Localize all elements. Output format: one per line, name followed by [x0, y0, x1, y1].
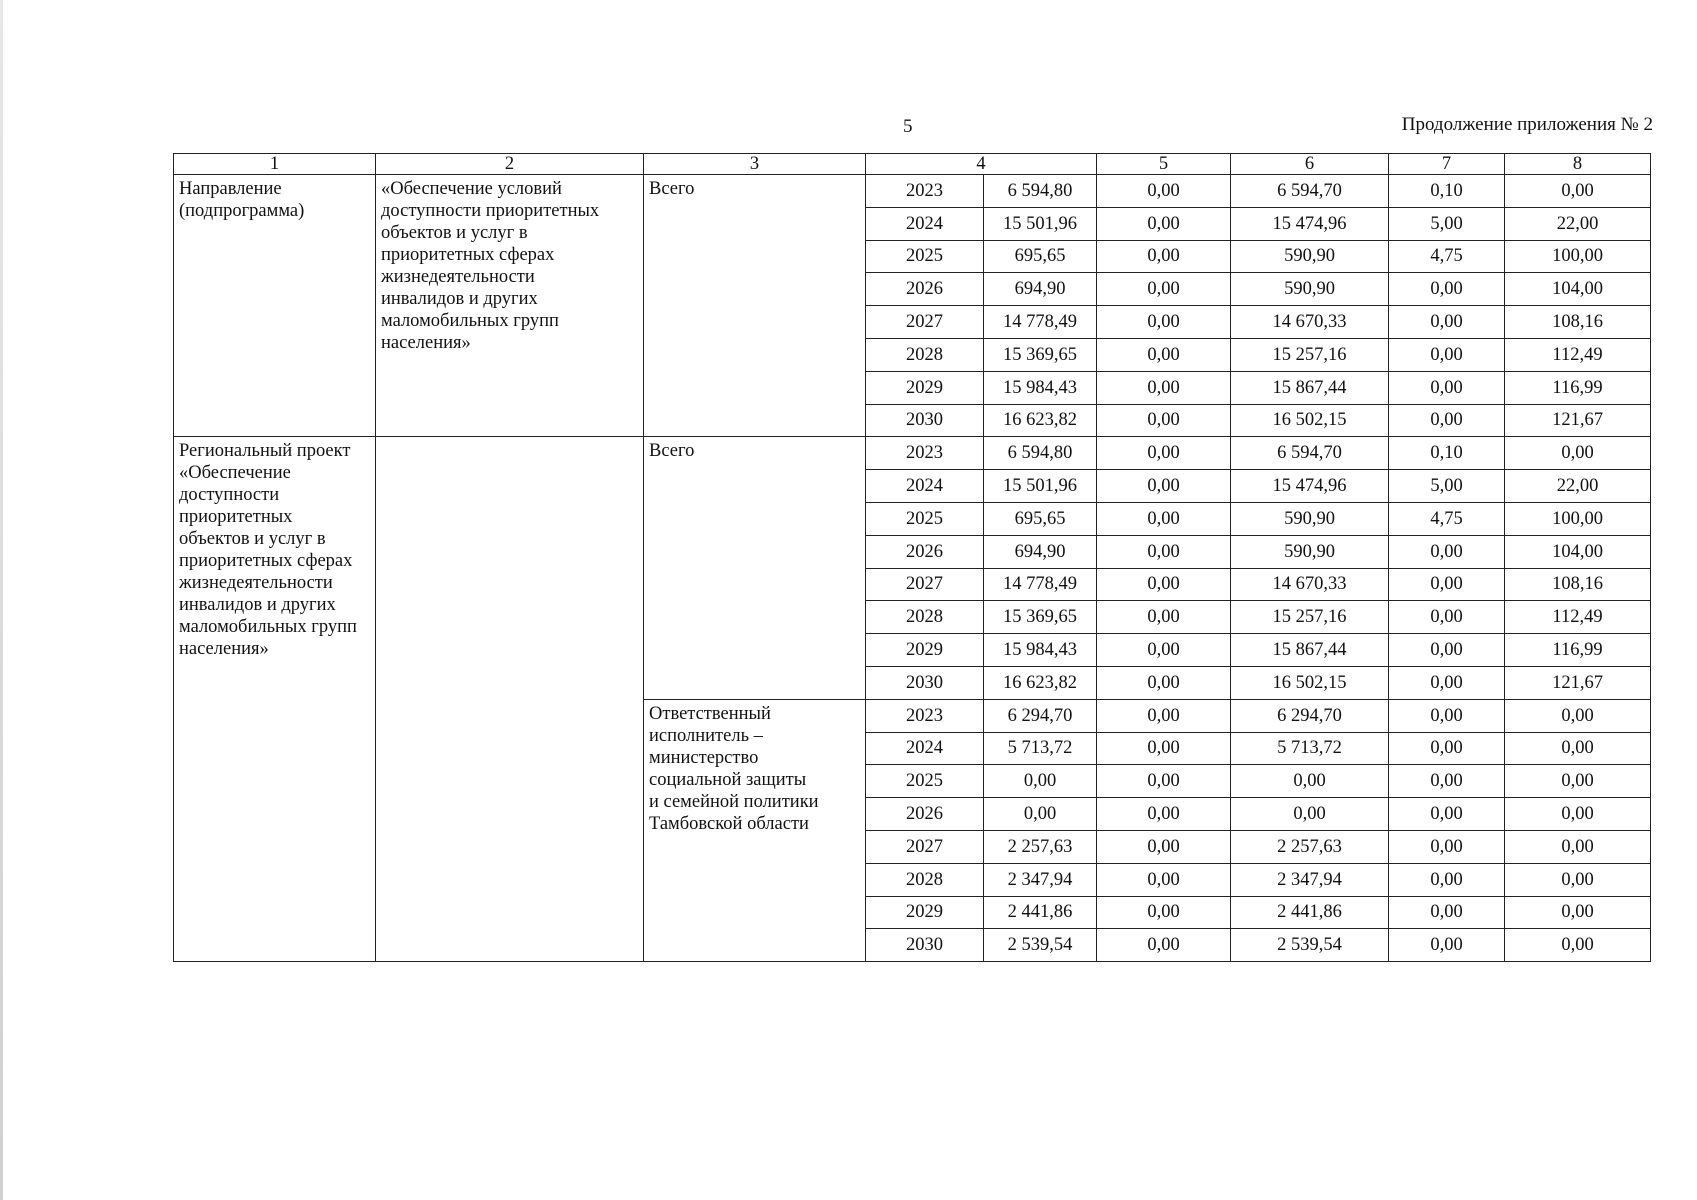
- other-amount-cell: 0,00: [1505, 175, 1651, 208]
- regional-amount-cell: 2 539,54: [1231, 929, 1389, 962]
- regional-amount-cell: 6 594,70: [1231, 175, 1389, 208]
- column-header: 1: [174, 154, 376, 175]
- regional-amount-cell: 14 670,33: [1231, 568, 1389, 601]
- regional-amount-cell: 590,90: [1231, 535, 1389, 568]
- funding-source-cell: Ответственный исполнитель – министерство социальной защиты и семейной политики Тамбовской области: [644, 699, 866, 961]
- regional-amount-cell: 15 867,44: [1231, 371, 1389, 404]
- federal-amount-cell: 0,00: [1097, 666, 1231, 699]
- federal-amount-cell: 0,00: [1097, 437, 1231, 470]
- other-amount-cell: 116,99: [1505, 371, 1651, 404]
- federal-amount-cell: 0,00: [1097, 830, 1231, 863]
- column-header: 8: [1505, 154, 1651, 175]
- total-amount-cell: 14 778,49: [984, 306, 1097, 339]
- other-amount-cell: 121,67: [1505, 404, 1651, 437]
- regional-amount-cell: 15 867,44: [1231, 634, 1389, 667]
- budget-table: [173, 153, 1651, 962]
- other-amount-cell: 104,00: [1505, 273, 1651, 306]
- total-amount-cell: 2 257,63: [984, 830, 1097, 863]
- federal-amount-cell: 0,00: [1097, 404, 1231, 437]
- regional-amount-cell: 2 257,63: [1231, 830, 1389, 863]
- column-header: 4: [866, 154, 1097, 175]
- year-cell: 2027: [866, 306, 984, 339]
- local-amount-cell: 0,00: [1389, 929, 1505, 962]
- local-amount-cell: 0,00: [1389, 338, 1505, 371]
- total-amount-cell: 695,65: [984, 502, 1097, 535]
- regional-amount-cell: 15 474,96: [1231, 470, 1389, 503]
- year-cell: 2030: [866, 666, 984, 699]
- scan-edge: [0, 0, 3, 1200]
- item-title-cell: [376, 437, 644, 962]
- other-amount-cell: 100,00: [1505, 240, 1651, 273]
- local-amount-cell: 0,10: [1389, 175, 1505, 208]
- item-name-cell: Направление (подпрограмма): [174, 175, 376, 437]
- column-header: 6: [1231, 154, 1389, 175]
- total-amount-cell: 15 984,43: [984, 634, 1097, 667]
- column-header: 2: [376, 154, 644, 175]
- other-amount-cell: 0,00: [1505, 699, 1651, 732]
- federal-amount-cell: 0,00: [1097, 502, 1231, 535]
- year-cell: 2029: [866, 634, 984, 667]
- federal-amount-cell: 0,00: [1097, 371, 1231, 404]
- other-amount-cell: 0,00: [1505, 929, 1651, 962]
- federal-amount-cell: 0,00: [1097, 175, 1231, 208]
- regional-amount-cell: 14 670,33: [1231, 306, 1389, 339]
- local-amount-cell: 4,75: [1389, 502, 1505, 535]
- year-cell: 2030: [866, 404, 984, 437]
- regional-amount-cell: 590,90: [1231, 240, 1389, 273]
- year-cell: 2025: [866, 502, 984, 535]
- other-amount-cell: 112,49: [1505, 338, 1651, 371]
- federal-amount-cell: 0,00: [1097, 634, 1231, 667]
- regional-amount-cell: 5 713,72: [1231, 732, 1389, 765]
- other-amount-cell: 108,16: [1505, 306, 1651, 339]
- year-cell: 2029: [866, 896, 984, 929]
- other-amount-cell: 100,00: [1505, 502, 1651, 535]
- local-amount-cell: 0,00: [1389, 732, 1505, 765]
- federal-amount-cell: 0,00: [1097, 896, 1231, 929]
- local-amount-cell: 0,00: [1389, 371, 1505, 404]
- total-amount-cell: 6 294,70: [984, 699, 1097, 732]
- regional-amount-cell: 0,00: [1231, 798, 1389, 831]
- federal-amount-cell: 0,00: [1097, 240, 1231, 273]
- local-amount-cell: 0,00: [1389, 896, 1505, 929]
- funding-source-cell: Всего: [644, 437, 866, 699]
- local-amount-cell: 0,00: [1389, 699, 1505, 732]
- local-amount-cell: 0,00: [1389, 830, 1505, 863]
- column-header: 3: [644, 154, 866, 175]
- local-amount-cell: 0,00: [1389, 306, 1505, 339]
- other-amount-cell: 116,99: [1505, 634, 1651, 667]
- total-amount-cell: 2 441,86: [984, 896, 1097, 929]
- total-amount-cell: 15 501,96: [984, 470, 1097, 503]
- year-cell: 2027: [866, 568, 984, 601]
- year-cell: 2026: [866, 535, 984, 568]
- year-cell: 2025: [866, 240, 984, 273]
- item-title-cell: «Обеспечение условий доступности приоритетных объектов и услуг в приоритетных сферах жизнедеятельности инвалидов и других маломобильных групп населения»: [376, 175, 644, 437]
- federal-amount-cell: 0,00: [1097, 863, 1231, 896]
- year-cell: 2025: [866, 765, 984, 798]
- local-amount-cell: 0,00: [1389, 273, 1505, 306]
- year-cell: 2029: [866, 371, 984, 404]
- other-amount-cell: 0,00: [1505, 863, 1651, 896]
- regional-amount-cell: 2 347,94: [1231, 863, 1389, 896]
- total-amount-cell: 16 623,82: [984, 404, 1097, 437]
- total-amount-cell: 14 778,49: [984, 568, 1097, 601]
- other-amount-cell: 0,00: [1505, 896, 1651, 929]
- total-amount-cell: 0,00: [984, 765, 1097, 798]
- other-amount-cell: 0,00: [1505, 830, 1651, 863]
- local-amount-cell: 0,00: [1389, 535, 1505, 568]
- year-cell: 2023: [866, 175, 984, 208]
- total-amount-cell: 5 713,72: [984, 732, 1097, 765]
- federal-amount-cell: 0,00: [1097, 338, 1231, 371]
- total-amount-cell: 6 594,80: [984, 175, 1097, 208]
- column-number-row: [174, 154, 1651, 175]
- regional-amount-cell: 15 474,96: [1231, 207, 1389, 240]
- local-amount-cell: 0,10: [1389, 437, 1505, 470]
- other-amount-cell: 121,67: [1505, 666, 1651, 699]
- local-amount-cell: 0,00: [1389, 601, 1505, 634]
- federal-amount-cell: 0,00: [1097, 306, 1231, 339]
- item-name-cell: Региональный проект «Обеспечение доступности приоритетных объектов и услуг в приоритетных сферах жизнедеятельности инвалидов и других маломобильных групп населения»: [174, 437, 376, 962]
- page-number: 5: [903, 116, 913, 137]
- table-row: [174, 437, 1651, 470]
- regional-amount-cell: 590,90: [1231, 273, 1389, 306]
- total-amount-cell: 694,90: [984, 535, 1097, 568]
- total-amount-cell: 2 539,54: [984, 929, 1097, 962]
- other-amount-cell: 0,00: [1505, 437, 1651, 470]
- other-amount-cell: 112,49: [1505, 601, 1651, 634]
- total-amount-cell: 16 623,82: [984, 666, 1097, 699]
- year-cell: 2030: [866, 929, 984, 962]
- other-amount-cell: 108,16: [1505, 568, 1651, 601]
- local-amount-cell: 0,00: [1389, 404, 1505, 437]
- regional-amount-cell: 0,00: [1231, 765, 1389, 798]
- other-amount-cell: 104,00: [1505, 535, 1651, 568]
- federal-amount-cell: 0,00: [1097, 732, 1231, 765]
- regional-amount-cell: 590,90: [1231, 502, 1389, 535]
- federal-amount-cell: 0,00: [1097, 765, 1231, 798]
- year-cell: 2024: [866, 470, 984, 503]
- other-amount-cell: 22,00: [1505, 470, 1651, 503]
- column-header: 7: [1389, 154, 1505, 175]
- regional-amount-cell: 15 257,16: [1231, 338, 1389, 371]
- year-cell: 2024: [866, 732, 984, 765]
- local-amount-cell: 4,75: [1389, 240, 1505, 273]
- total-amount-cell: 6 594,80: [984, 437, 1097, 470]
- year-cell: 2023: [866, 437, 984, 470]
- total-amount-cell: 15 369,65: [984, 601, 1097, 634]
- table-row: [174, 175, 1651, 208]
- local-amount-cell: 5,00: [1389, 207, 1505, 240]
- year-cell: 2028: [866, 863, 984, 896]
- local-amount-cell: 0,00: [1389, 666, 1505, 699]
- regional-amount-cell: 6 594,70: [1231, 437, 1389, 470]
- year-cell: 2027: [866, 830, 984, 863]
- local-amount-cell: 0,00: [1389, 634, 1505, 667]
- total-amount-cell: 15 501,96: [984, 207, 1097, 240]
- local-amount-cell: 0,00: [1389, 863, 1505, 896]
- federal-amount-cell: 0,00: [1097, 601, 1231, 634]
- other-amount-cell: 22,00: [1505, 207, 1651, 240]
- regional-amount-cell: 15 257,16: [1231, 601, 1389, 634]
- federal-amount-cell: 0,00: [1097, 535, 1231, 568]
- local-amount-cell: 5,00: [1389, 470, 1505, 503]
- year-cell: 2028: [866, 601, 984, 634]
- total-amount-cell: 15 369,65: [984, 338, 1097, 371]
- year-cell: 2023: [866, 699, 984, 732]
- other-amount-cell: 0,00: [1505, 765, 1651, 798]
- year-cell: 2028: [866, 338, 984, 371]
- local-amount-cell: 0,00: [1389, 568, 1505, 601]
- year-cell: 2026: [866, 273, 984, 306]
- federal-amount-cell: 0,00: [1097, 798, 1231, 831]
- regional-amount-cell: 16 502,15: [1231, 404, 1389, 437]
- other-amount-cell: 0,00: [1505, 798, 1651, 831]
- local-amount-cell: 0,00: [1389, 765, 1505, 798]
- funding-source-cell: Всего: [644, 175, 866, 437]
- federal-amount-cell: 0,00: [1097, 470, 1231, 503]
- other-amount-cell: 0,00: [1505, 732, 1651, 765]
- regional-amount-cell: 2 441,86: [1231, 896, 1389, 929]
- federal-amount-cell: 0,00: [1097, 699, 1231, 732]
- year-cell: 2026: [866, 798, 984, 831]
- appendix-continuation-label: Продолжение приложения № 2: [1401, 114, 1653, 135]
- total-amount-cell: 695,65: [984, 240, 1097, 273]
- federal-amount-cell: 0,00: [1097, 929, 1231, 962]
- regional-amount-cell: 16 502,15: [1231, 666, 1389, 699]
- column-header: 5: [1097, 154, 1231, 175]
- total-amount-cell: 0,00: [984, 798, 1097, 831]
- total-amount-cell: 694,90: [984, 273, 1097, 306]
- regional-amount-cell: 6 294,70: [1231, 699, 1389, 732]
- total-amount-cell: 15 984,43: [984, 371, 1097, 404]
- total-amount-cell: 2 347,94: [984, 863, 1097, 896]
- local-amount-cell: 0,00: [1389, 798, 1505, 831]
- year-cell: 2024: [866, 207, 984, 240]
- federal-amount-cell: 0,00: [1097, 273, 1231, 306]
- federal-amount-cell: 0,00: [1097, 568, 1231, 601]
- federal-amount-cell: 0,00: [1097, 207, 1231, 240]
